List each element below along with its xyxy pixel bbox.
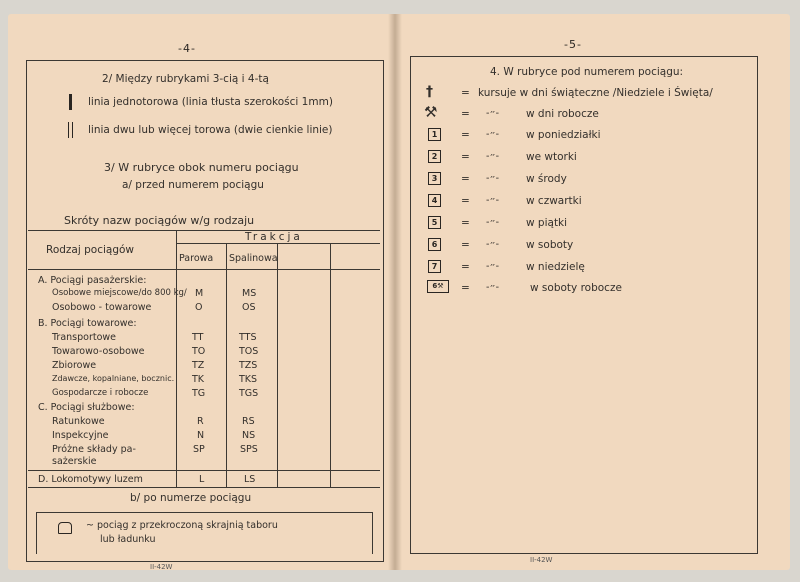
row-diesel: TGS [239, 388, 259, 399]
equals-sign: = [461, 217, 470, 229]
row-name: Inspekcyjne [52, 430, 109, 441]
ditto-mark: -״- [486, 282, 499, 293]
page-number-right: -5- [564, 38, 582, 51]
symbol-meaning: w poniedziałki [526, 129, 601, 141]
row-steam: TG [192, 388, 206, 399]
row-name: sażerskie [52, 456, 97, 467]
day-5-box-icon: 5 [428, 216, 441, 229]
page-number-left: -4- [178, 42, 196, 55]
print-mark-right: II-42W [530, 556, 553, 564]
item-2-heading: 2/ Między rubrykami 3-cią i 4-tą [102, 73, 269, 85]
ditto-mark: -״- [486, 217, 499, 228]
footnote-box-right [372, 512, 373, 554]
row-diesel: TZS [239, 360, 258, 371]
symbol-meaning: w środy [526, 173, 567, 185]
item-3-heading: 3/ W rubryce obok numeru pociągu [104, 161, 299, 174]
item-3a-heading: a/ przed numerem pociągu [122, 179, 264, 191]
symbol-meaning: w piątki [526, 217, 568, 229]
row-name: Transportowe [52, 332, 117, 343]
row-diesel: OS [242, 302, 256, 313]
section-c-label: C. Pociągi służbowe: [38, 402, 135, 413]
ditto-mark: -״- [486, 239, 499, 250]
col-header-type: Rodzaj pociągów [46, 244, 135, 256]
table-col-border-3 [277, 243, 278, 487]
row-diesel: SPS [240, 444, 258, 455]
equals-sign: = [461, 129, 470, 141]
row-steam: N [197, 430, 205, 441]
single-track-line-icon [69, 94, 72, 110]
row-steam: TZ [192, 360, 205, 371]
table-col-border-4 [330, 243, 331, 487]
equals-sign: = [461, 108, 470, 120]
day-1-box-icon: 1 [428, 128, 441, 141]
item-4-heading: 4. W rubryce pod numerem pociągu: [490, 66, 684, 78]
equals-sign: = [461, 239, 470, 251]
col-header-traction: Trakcja [245, 231, 303, 243]
symbol-meaning: w soboty [526, 239, 574, 251]
table-bottom-border [28, 487, 380, 488]
double-track-line-icon [68, 122, 69, 138]
row-steam: R [197, 416, 204, 427]
table-top-border [28, 230, 380, 231]
footnote-box-left [36, 512, 37, 554]
ditto-mark: -״- [486, 151, 499, 162]
row-diesel: TKS [239, 374, 258, 385]
row-name: Towarowo-osobowe [52, 346, 145, 357]
equals-sign: = [461, 87, 470, 99]
row-diesel: RS [242, 416, 255, 427]
row-name: Zdawcze, kopalniane, bocznic. [52, 374, 175, 383]
row-diesel: MS [242, 288, 257, 299]
footnote-box-top [36, 512, 372, 513]
symbol-meaning: w czwartki [526, 195, 582, 207]
book-spine [388, 14, 402, 570]
ditto-mark: -״- [486, 173, 499, 184]
table-col-border-1 [176, 230, 177, 487]
equals-sign: = [461, 195, 470, 207]
symbol-meaning: w niedzielę [526, 261, 585, 273]
row-steam: O [195, 302, 203, 313]
table-header-bottom [28, 269, 380, 270]
double-track-line-icon-2 [72, 122, 73, 138]
equals-sign: = [461, 261, 470, 273]
ditto-mark: -״- [486, 108, 499, 119]
footnote-line-2: lub ładunku [100, 534, 156, 545]
col-header-diesel: Spalinowa [229, 253, 278, 264]
oversize-load-icon [58, 522, 72, 534]
equals-sign: = [461, 282, 470, 294]
footnote-line-1: ~ pociąg z przekroczoną skrajnią taboru [86, 520, 278, 531]
row-name: Ratunkowe [52, 416, 105, 427]
double-track-text: linia dwu lub więcej torowa (dwie cienkie linie) [88, 124, 333, 136]
row-steam: L [199, 474, 205, 485]
symbol-meaning: w soboty robocze [530, 282, 622, 294]
section-b-label: B. Pociągi towarowe: [38, 318, 137, 329]
ditto-mark: -״- [486, 195, 499, 206]
symbol-meaning: we wtorki [526, 151, 577, 163]
table-col-border-2 [226, 243, 227, 487]
single-track-text: linia jednotorowa (linia tłusta szerokości 1mm) [88, 96, 333, 108]
cross-icon: † [426, 84, 433, 100]
day-7-box-icon: 7 [428, 260, 441, 273]
print-mark-left: II-42W [150, 563, 173, 571]
row-diesel: TTS [239, 332, 257, 343]
working-saturday-box-icon: 6⚒ [427, 280, 449, 293]
row-diesel: NS [242, 430, 256, 441]
ditto-mark: -״- [486, 129, 499, 140]
symbol-meaning: w dni robocze [526, 108, 599, 120]
row-name: Próżne składy pa- [52, 444, 136, 455]
item-3b-heading: b/ po numerze pociągu [130, 492, 252, 504]
row-steam: SP [193, 444, 205, 455]
row-name: Osobowo - towarowe [52, 302, 152, 313]
row-name: Osobowe miejscowe/do 800 kg/ [52, 288, 187, 298]
section-a-label: A. Pociągi pasażerskie: [38, 275, 147, 286]
day-4-box-icon: 4 [428, 194, 441, 207]
row-diesel: TOS [239, 346, 259, 357]
row-steam: TT [192, 332, 204, 343]
col-header-steam: Parowa [179, 253, 214, 264]
ditto-mark: -״- [486, 261, 499, 272]
hammers-icon: ⚒ [424, 103, 438, 121]
symbol-meaning: kursuje w dni świąteczne /Niedziele i Święta/ [478, 87, 713, 99]
equals-sign: = [461, 151, 470, 163]
row-steam: TK [192, 374, 205, 385]
row-name: Gospodarcze i robocze [52, 388, 149, 398]
row-steam: M [195, 288, 204, 299]
row-diesel: LS [244, 474, 256, 485]
day-3-box-icon: 3 [428, 172, 441, 185]
row-name: Zbiorowe [52, 360, 97, 371]
day-2-box-icon: 2 [428, 150, 441, 163]
equals-sign: = [461, 173, 470, 185]
table-title: Skróty nazw pociągów w/g rodzaju [64, 214, 255, 227]
traction-sub-border [176, 243, 380, 244]
row-name: D. Lokomotywy luzem [38, 474, 143, 485]
table-row-d-top [28, 470, 380, 471]
day-6-box-icon: 6 [428, 238, 441, 251]
row-steam: TO [192, 346, 206, 357]
